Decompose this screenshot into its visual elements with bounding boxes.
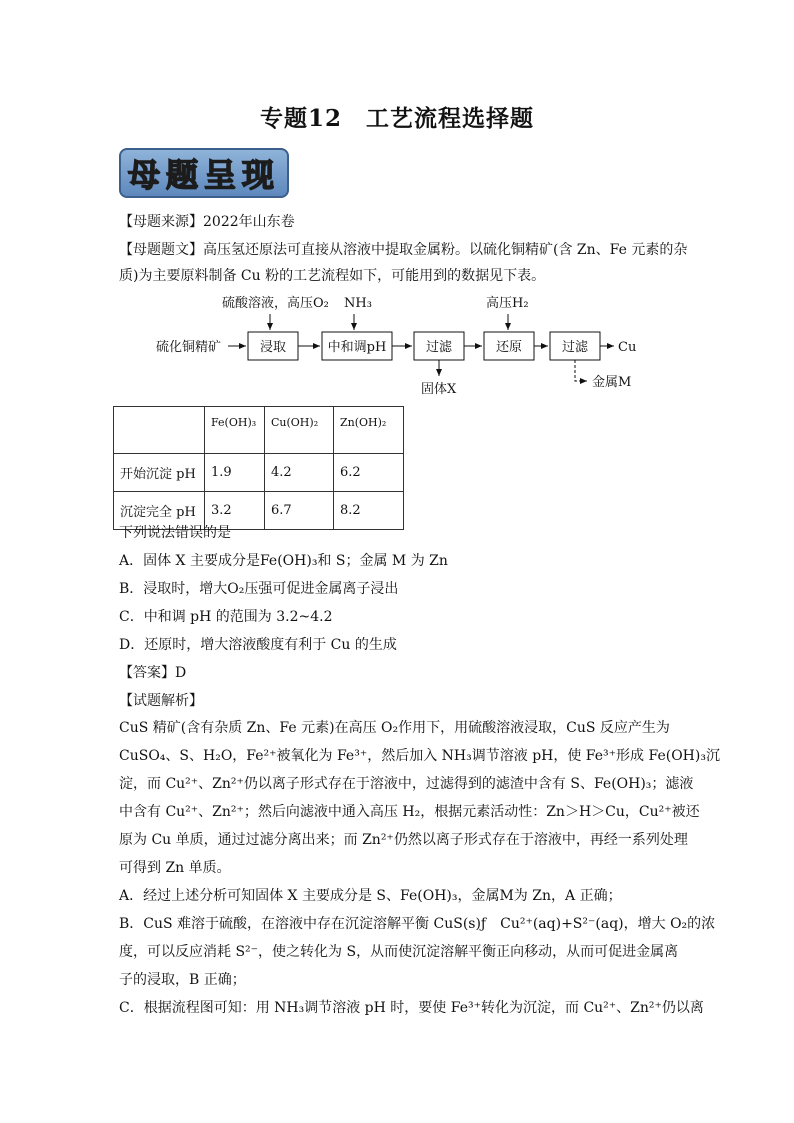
analysis-label: 【试题解析】 xyxy=(119,693,203,709)
table-cell: 4.2 xyxy=(265,454,334,492)
analysis-line: 中含有 Cu²⁺、Zn²⁺；然后向滤液中通入高压 H₂，根据元素活动性：Zn＞H＞Cu，Cu²⁺被还 xyxy=(119,804,700,820)
table-row-label: 开始沉淀 pH xyxy=(114,454,205,492)
process-flow-diagram xyxy=(140,292,660,397)
table-cell: 8.2 xyxy=(334,492,404,530)
analysis-line: A．经过上述分析可知固体 X 主要成分是 S、Fe(OH)₃，金属M为 Zn，A 正确； xyxy=(119,888,622,904)
source-text: 2022年山东卷 xyxy=(203,214,295,230)
question-line-1 xyxy=(119,240,688,260)
option-b: B．浸取时，增大O₂压强可促进金属离子浸出 xyxy=(119,581,399,597)
analysis-line: 原为 Cu 单质，通过过滤分离出来；而 Zn²⁺仍然以离子形式存在于溶液中，再经一系列处理 xyxy=(119,832,688,848)
page-title: 专题12 工艺流程选择题 xyxy=(259,105,534,132)
byproduct-label-1: 固体X xyxy=(421,382,457,397)
section-badge xyxy=(119,148,289,198)
analysis-line: 淀，而 Cu²⁺、Zn²⁺仍以离子形式存在于溶液中，过滤得到的滤渣中含有 S、Fe(OH)₃；滤液 xyxy=(119,776,694,792)
analysis-line: 子的浸取，B 正确； xyxy=(119,972,246,988)
badge-text: 母题呈现 xyxy=(127,156,280,194)
step-label-1: 浸取 xyxy=(259,340,287,355)
question-label: 【母题题文】 xyxy=(119,242,203,258)
option-c: C．中和调 pH 的范围为 3.2~4.2 xyxy=(119,609,333,625)
question-prompt: 下列说法错误的是 xyxy=(119,525,231,541)
step-label-4: 还原 xyxy=(495,340,523,355)
answer-label: 【答案】 xyxy=(119,665,175,681)
byproduct-label-2: 金属M xyxy=(592,375,632,390)
analysis-line: B．CuS 难溶于硫酸，在溶液中存在沉淀溶解平衡 CuS(s)ƒ Cu²⁺(aq)+S²⁻(aq)，增大 O₂的浓 xyxy=(119,916,716,932)
reagent-label-3: 高压H₂ xyxy=(486,296,529,311)
option-d: D．还原时，增大溶液酸度有利于 Cu 的生成 xyxy=(119,637,397,653)
analysis-line: 可得到 Zn 单质。 xyxy=(119,860,231,876)
analysis-line: C．根据流程图可知：用 NH₃调节溶液 pH 时，要使 Fe³⁺转化为沉淀，而 Cu²⁺、Zn²⁺仍以离 xyxy=(119,1000,704,1016)
reagent-label-1: 硫酸溶液，高压O₂ xyxy=(222,296,329,311)
table-row xyxy=(114,454,404,492)
table-row-label: 沉淀完全 pH xyxy=(114,492,205,530)
analysis-line: CuS 精矿(含有杂质 Zn、Fe 元素)在高压 O₂作用下，用硫酸溶液浸取，CuS 反应产生为 xyxy=(119,720,670,736)
step-label-2: 中和调pH xyxy=(327,340,387,355)
table-header-row xyxy=(114,407,404,454)
table-header-cell: Zn(OH)₂ xyxy=(334,407,404,454)
table-header-cell: Cu(OH)₂ xyxy=(265,407,334,454)
table-cell: 6.2 xyxy=(334,454,404,492)
question-text-1: 高压氢还原法可直接从溶液中提取金属粉。以硫化铜精矿(含 Zn、Fe 元素的杂 xyxy=(203,242,688,258)
answer-text: D xyxy=(175,665,187,681)
analysis-line: CuSO₄、S、H₂O，Fe²⁺被氧化为 Fe³⁺，然后加入 NH₃调节溶液 pH，使 Fe³⁺形成 Fe(OH)₃沉 xyxy=(119,748,720,764)
table-cell: 3.2 xyxy=(205,492,265,530)
question-line-2: 质)为主要原料制备 Cu 粉的工艺流程如下，可能用到的数据见下表。 xyxy=(119,268,546,284)
analysis-line: 度，可以反应消耗 S²⁻，使之转化为 S，从而使沉淀溶解平衡正向移动，从而可促进金属离 xyxy=(119,944,679,960)
flow-product-label: Cu xyxy=(618,340,637,355)
step-label-5: 过滤 xyxy=(561,340,589,355)
ph-data-table xyxy=(113,406,404,530)
answer-line xyxy=(119,663,679,683)
table-cell: 6.7 xyxy=(265,492,334,530)
reagent-label-2: NH₃ xyxy=(344,296,372,311)
byproduct-arrow-2 xyxy=(575,360,587,381)
flow-start-label: 硫化铜精矿 xyxy=(156,340,222,355)
option-a: A．固体 X 主要成分是Fe(OH)₃和 S；金属 M 为 Zn xyxy=(119,553,448,569)
table-header-cell: Fe(OH)₃ xyxy=(205,407,265,454)
step-label-3: 过滤 xyxy=(425,340,453,355)
table-cell: 1.9 xyxy=(205,454,265,492)
table-header-cell xyxy=(114,407,205,454)
source-label: 【母题来源】 xyxy=(119,214,203,230)
source-line xyxy=(119,212,679,232)
